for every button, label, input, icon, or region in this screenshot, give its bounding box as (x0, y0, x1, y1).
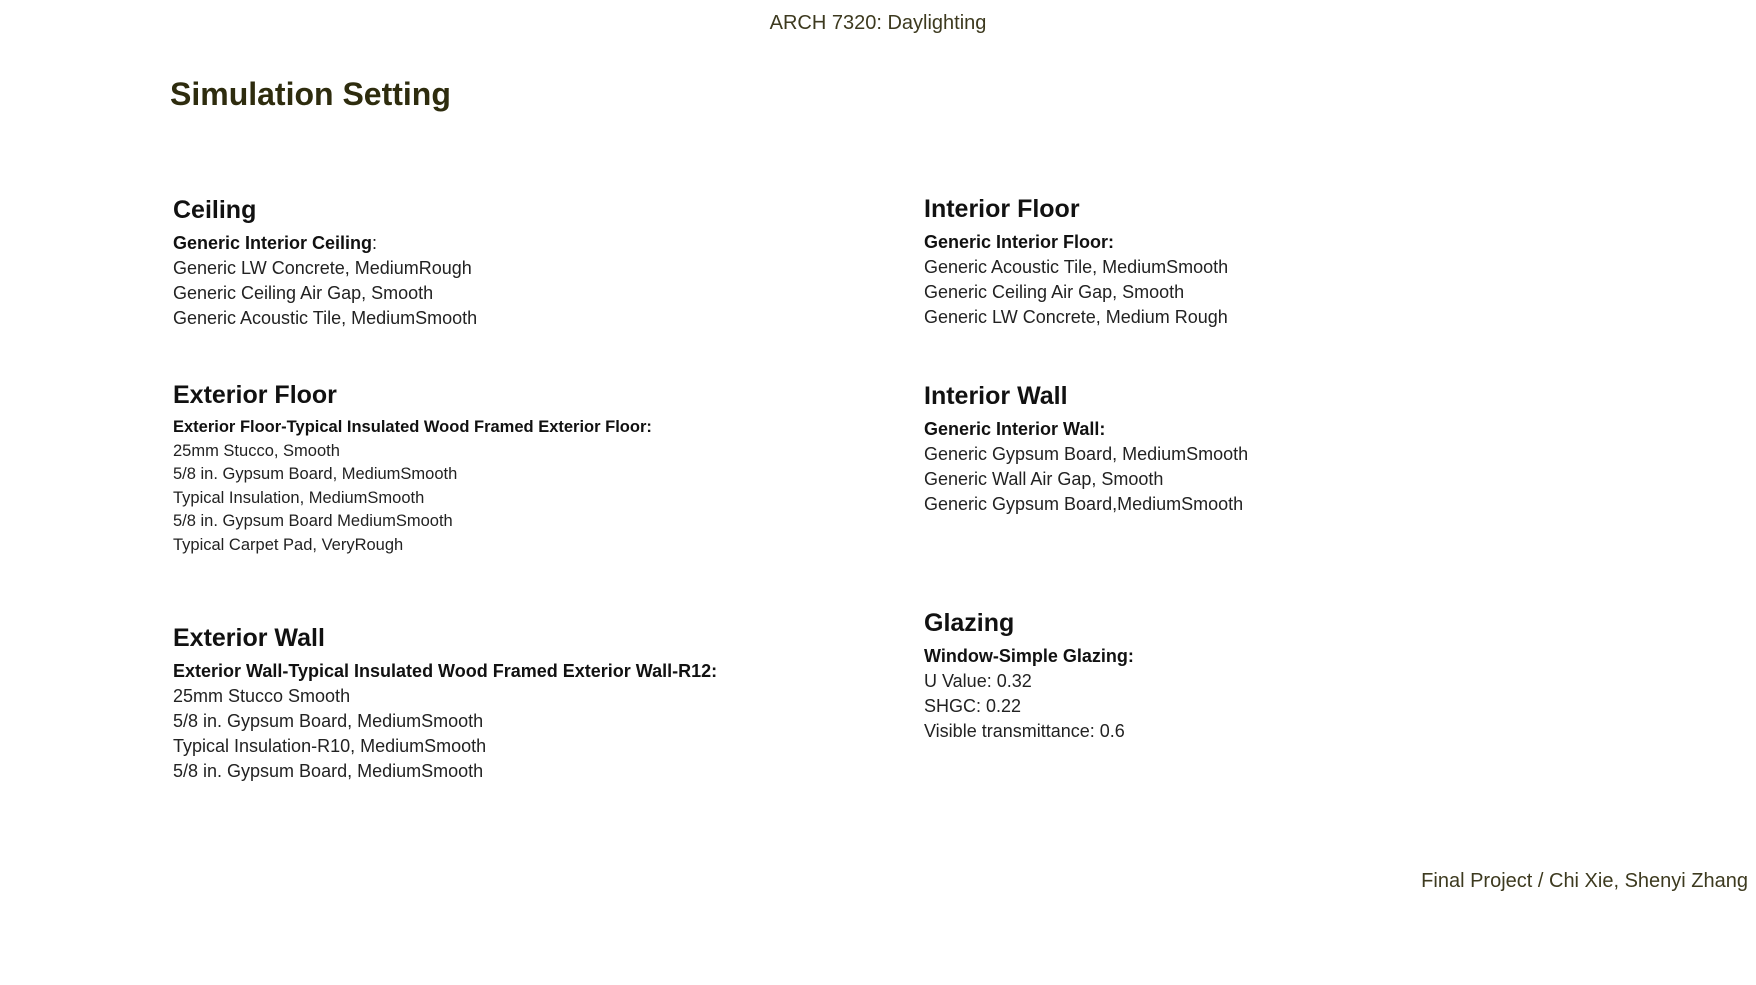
ceiling-subtitle-colon: : (372, 233, 378, 253)
interior-wall-subtitle: Generic Interior Wall: (924, 419, 1106, 439)
interior-wall-section (924, 381, 1248, 517)
exterior-wall-subtitle: Exterior Wall-Typical Insulated Wood Framed Exterior Wall-R12: (173, 661, 718, 681)
glazing-title: Glazing (924, 609, 1015, 637)
glazing-section (924, 608, 1134, 744)
ceiling-subtitle: Generic Interior Ceiling (173, 233, 373, 253)
exterior-wall-title: Exterior Wall (173, 624, 325, 652)
interior-floor-section (924, 194, 1228, 330)
exterior-floor-subtitle: Exterior Floor-Typical Insulated Wood Framed Exterior Floor: (173, 418, 652, 436)
ceiling-section (173, 195, 477, 331)
interior-wall-layer-1: Generic Gypsum Board, MediumSmooth (924, 444, 1249, 464)
interior-wall-title: Interior Wall (924, 382, 1068, 410)
ceiling-subtitle-row (173, 231, 477, 256)
glazing-visible-transmittance: Visible transmittance: 0.6 (924, 721, 1125, 741)
exterior-wall-layer-1: 25mm Stucco Smooth (173, 686, 351, 706)
interior-floor-title: Interior Floor (924, 195, 1080, 223)
exterior-floor-layer-1: 25mm Stucco, Smooth (173, 441, 340, 460)
exterior-wall-layer-3: Typical Insulation-R10, MediumSmooth (173, 736, 487, 756)
interior-wall-layer-3: Generic Gypsum Board,MediumSmooth (924, 494, 1244, 514)
footer-credit: Final Project / Chi Xie, Shenyi Zhang (1421, 870, 1748, 892)
interior-floor-layer-3: Generic LW Concrete, Medium Rough (924, 307, 1228, 327)
exterior-wall-section (173, 623, 717, 784)
exterior-floor-layer-3: Typical Insulation, MediumSmooth (173, 488, 425, 507)
exterior-wall-layer-2: 5/8 in. Gypsum Board, MediumSmooth (173, 711, 484, 731)
glazing-u-value: U Value: 0.32 (924, 671, 1032, 691)
interior-floor-layer-1: Generic Acoustic Tile, MediumSmooth (924, 257, 1229, 277)
ceiling-title: Ceiling (173, 196, 257, 224)
interior-wall-layer-2: Generic Wall Air Gap, Smooth (924, 469, 1164, 489)
interior-floor-layer-2: Generic Ceiling Air Gap, Smooth (924, 282, 1185, 302)
exterior-floor-title: Exterior Floor (173, 381, 337, 409)
course-header: ARCH 7320: Daylighting (769, 12, 987, 34)
ceiling-layer-2: Generic Ceiling Air Gap, Smooth (173, 283, 434, 303)
glazing-shgc: SHGC: 0.22 (924, 696, 1022, 716)
glazing-subtitle: Window-Simple Glazing: (924, 646, 1134, 666)
exterior-floor-section (173, 380, 652, 557)
exterior-floor-layer-4: 5/8 in. Gypsum Board MediumSmooth (173, 512, 453, 530)
exterior-wall-layer-4: 5/8 in. Gypsum Board, MediumSmooth (173, 761, 484, 781)
ceiling-layer-3: Generic Acoustic Tile, MediumSmooth (173, 308, 478, 328)
interior-floor-subtitle: Generic Interior Floor: (924, 232, 1115, 252)
exterior-floor-layer-5: Typical Carpet Pad, VeryRough (173, 535, 404, 554)
exterior-floor-layer-2: 5/8 in. Gypsum Board, MediumSmooth (173, 465, 458, 483)
ceiling-layer-1: Generic LW Concrete, MediumRough (173, 258, 472, 278)
page-title: Simulation Setting (170, 76, 451, 112)
